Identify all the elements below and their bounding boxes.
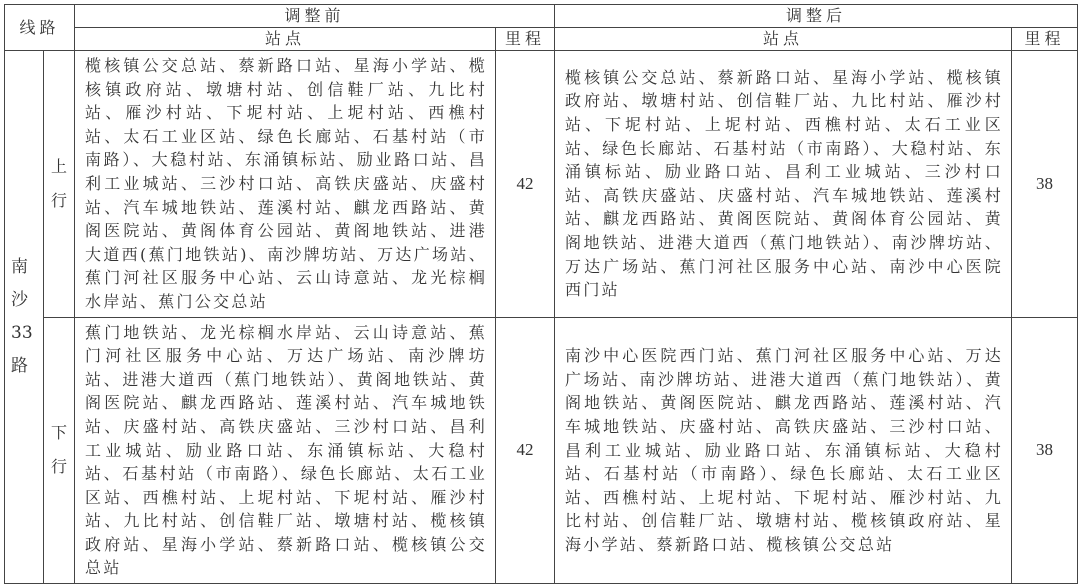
direction-char: 行 (51, 457, 68, 477)
before-mileage-up: 42 (496, 51, 555, 318)
after-header: 调整后 (555, 5, 1078, 28)
before-header: 调整前 (75, 5, 555, 28)
route-name (5, 51, 44, 584)
direction-char: 行 (51, 190, 68, 210)
header-row-1 (5, 5, 1078, 28)
after-stations-header: 站点 (555, 28, 1012, 51)
before-stations-header: 站点 (75, 28, 496, 51)
route-header: 线路 (5, 5, 75, 51)
table-row-up (5, 51, 1078, 318)
direction-down (44, 317, 75, 584)
after-mileage-header: 里程 (1012, 28, 1078, 51)
before-mileage-header: 里程 (496, 28, 555, 51)
header-row-2 (5, 28, 1078, 51)
route-name-line: 路 (11, 356, 28, 377)
after-mileage-down: 38 (1012, 317, 1078, 584)
route-adjustment-table (4, 4, 1078, 584)
route-name-line: 33 (11, 323, 33, 344)
table-row-down (5, 317, 1078, 584)
after-stations-down: 南沙中心医院西门站、蕉门河社区服务中心站、万达广场站、南沙牌坊站、进港大道西（蕉门地铁站）、黄阁地铁站、黄阁医院站、麒龙西路站、莲溪村站、汽车城地铁站、庆盛村站、高铁庆盛站、三沙村口站、昌利工业城站、励业路口站、东涌镇标站、大稳村站、石基村站（市南路）、绿色长廊站、太石工业区站、西樵村站、上坭村站、下坭村站、雁沙村站、九比村站、创信鞋厂站、墩塘村站、榄核镇政府站、星海小学站、蔡新路口站、榄核镇公交总站 (555, 317, 1012, 584)
route-name-line: 南 (11, 257, 28, 278)
before-stations-down: 蕉门地铁站、龙光棕榈水岸站、云山诗意站、蕉门河社区服务中心站、万达广场站、南沙牌坊站、进港大道西（蕉门地铁站）、黄阁地铁站、黄阁医院站、麒龙西路站、莲溪村站、汽车城地铁站、庆盛村站、高铁庆盛站、三沙村口站、昌利工业城站、励业路口站、东涌镇标站、大稳村站、石基村站（市南路）、绿色长廊站、太石工业区站、西樵村站、上坭村站、下坭村站、雁沙村站、九比村站、创信鞋厂站、墩塘村站、榄核镇政府站、星海小学站、蔡新路口站、榄核镇公交总站 (75, 317, 496, 584)
direction-char: 下 (51, 423, 68, 443)
after-stations-up: 榄核镇公交总站、蔡新路口站、星海小学站、榄核镇政府站、墩塘村站、创信鞋厂站、九比村站、雁沙村站、下坭村站、上坭村站、西樵村站、太石工业区站、绿色长廊站、石基村站（市南路）、大稳村站、东涌镇标站、励业路口站、昌利工业城站、三沙村口站、高铁庆盛站、庆盛村站、汽车城地铁站、莲溪村站、麒龙西路站、黄阁医院站、黄阁体育公园站、黄阁地铁站、进港大道西（蕉门地铁站）、南沙牌坊站、万达广场站、蕉门河社区服务中心站、南沙中心医院西门站 (555, 51, 1012, 318)
before-mileage-down: 42 (496, 317, 555, 584)
route-name-line: 沙 (11, 290, 28, 311)
before-stations-up: 榄核镇公交总站、蔡新路口站、星海小学站、榄核镇政府站、墩塘村站、创信鞋厂站、九比村站、雁沙村站、下坭村站、上坭村站、西樵村站、太石工业区站、绿色长廊站、石基村站（市南路）、大稳村站、东涌镇标站、励业路口站、昌利工业城站、三沙村口站、高铁庆盛站、庆盛村站、汽车城地铁站、莲溪村站、麒龙西路站、黄阁医院站、黄阁体育公园站、黄阁地铁站、进港大道西(蕉门地铁站)、南沙牌坊站、万达广场站、蕉门河社区服务中心站、云山诗意站、龙光棕榈水岸站、蕉门公交总站 (75, 51, 496, 318)
direction-up (44, 51, 75, 318)
direction-char: 上 (51, 156, 68, 176)
after-mileage-up: 38 (1012, 51, 1078, 318)
